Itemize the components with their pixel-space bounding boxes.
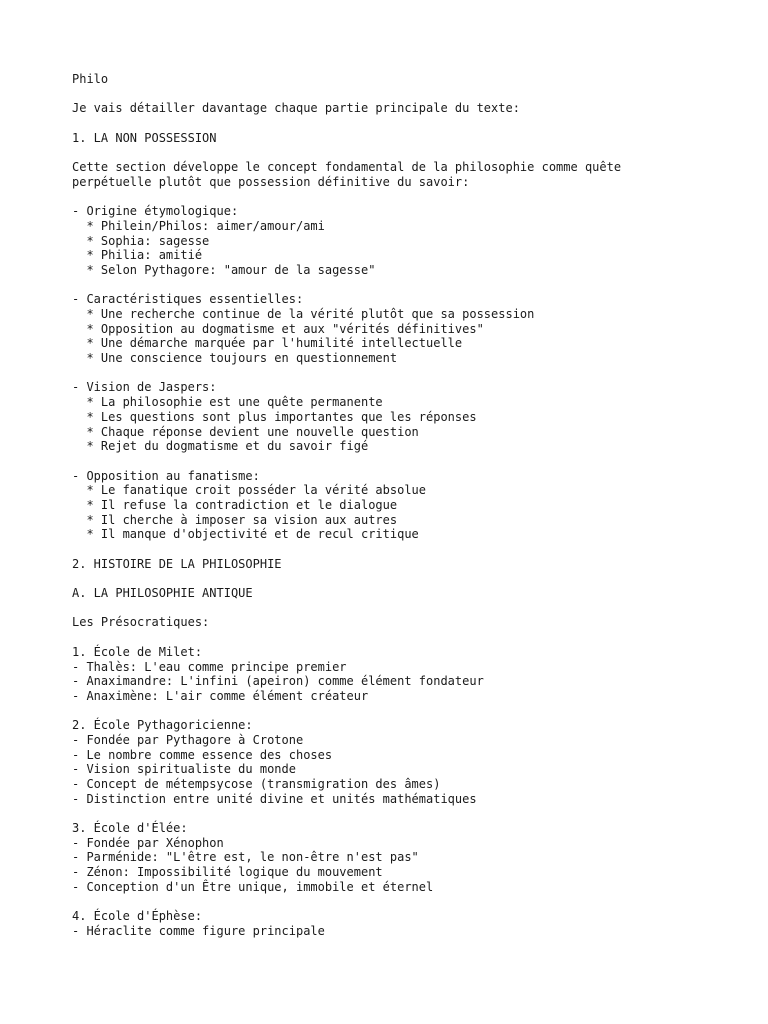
- text-line: * La philosophie est une quête permanente: [72, 395, 383, 410]
- text-line: - Zénon: Impossibilité logique du mouvement: [72, 865, 383, 880]
- text-line: [72, 630, 748, 645]
- text-line: - Anaximène: L'air comme élément créateur: [72, 688, 369, 703]
- text-line: * Philia: amitié: [72, 248, 203, 263]
- text-line: * Sophia: sagesse: [72, 233, 210, 248]
- text-line: * Il cherche à imposer sa vision aux autres: [72, 512, 398, 527]
- text-line: - Anaximandre: L'infini (apeiron) comme élément fondateur: [72, 674, 484, 689]
- text-line: * Une recherche continue de la vérité plutôt que sa possession: [72, 307, 535, 321]
- text-line: - Caractéristiques essentielles:: [72, 292, 304, 307]
- text-line: [72, 601, 748, 616]
- text-line: A. LA PHILOSOPHIE ANTIQUE: [72, 586, 253, 601]
- text-line: * Les questions sont plus importantes que les réponses: [72, 409, 477, 424]
- text-line: - Distinction entre unité divine et unités mathématiques: [72, 791, 477, 806]
- text-line: - Thalès: L'eau comme principe premier: [72, 659, 347, 674]
- text-line: - Vision spiritualiste du monde: [72, 762, 296, 777]
- text-line: * Le fanatique croit posséder la vérité absolue: [72, 483, 427, 498]
- text-line: - Opposition au fanatisme:: [72, 468, 260, 483]
- text-line: Je vais détailler davantage chaque partie principale du texte:: [72, 101, 520, 116]
- text-line: [72, 278, 748, 293]
- text-line: [72, 454, 748, 469]
- text-line: * Une démarche marquée par l'humilité intellectuelle: [72, 336, 463, 351]
- text-line: [72, 571, 748, 586]
- text-line: - Héraclite comme figure principale: [72, 923, 325, 938]
- text-line: [72, 542, 748, 557]
- text-line: - Le nombre comme essence des choses: [72, 747, 333, 762]
- text-line: [72, 895, 748, 910]
- text-line: * Rejet du dogmatisme et du savoir figé: [72, 439, 369, 454]
- text-line: [72, 806, 748, 821]
- text-line: - Parménide: "L'être est, le non-être n'est pas": [72, 850, 419, 865]
- text-line: - Vision de Jaspers:: [72, 380, 217, 395]
- text-line: 1. LA NON POSSESSION: [72, 130, 217, 145]
- text-line: [72, 366, 748, 381]
- text-line: 2. École Pythagoricienne:: [72, 718, 253, 733]
- text-line: * Chaque réponse devient une nouvelle question: [72, 424, 419, 439]
- document-body: [72, 72, 748, 939]
- text-line: 2. HISTOIRE DE LA PHILOSOPHIE: [72, 556, 282, 571]
- text-line: * Il refuse la contradiction et le dialogue: [72, 497, 398, 512]
- text-line: Cette section développe le concept fondamental de la philosophie comme quête: [72, 160, 622, 175]
- text-line: - Fondée par Xénophon: [72, 835, 224, 850]
- text-line: 1. École de Milet:: [72, 644, 203, 659]
- text-line: perpétuelle plutôt que possession définitive du savoir:: [72, 174, 470, 189]
- text-line: [72, 116, 748, 131]
- text-line: * Il manque d'objectivité et de recul critique: [72, 527, 419, 542]
- text-line: * Une conscience toujours en questionnement: [72, 351, 398, 366]
- text-line: * Opposition au dogmatisme et aux "vérités définitives": [72, 321, 484, 336]
- text-line: * Philein/Philos: aimer/amour/ami: [72, 218, 325, 233]
- text-line: [72, 145, 748, 160]
- text-line: - Concept de métempsycose (transmigration des âmes): [72, 777, 441, 791]
- text-line: - Fondée par Pythagore à Crotone: [72, 732, 304, 747]
- text-line: Philo: [72, 72, 109, 86]
- text-line: [72, 87, 748, 102]
- text-line: Les Présocratiques:: [72, 615, 210, 630]
- text-line: * Selon Pythagore: "amour de la sagesse": [72, 262, 376, 277]
- text-line: - Conception d'un Être unique, immobile et éternel: [72, 879, 434, 894]
- text-line: - Origine étymologique:: [72, 204, 239, 219]
- text-line: 3. École d'Élée:: [72, 821, 188, 836]
- text-line: 4. École d'Éphèse:: [72, 909, 203, 924]
- text-line: [72, 190, 748, 205]
- text-line: [72, 704, 748, 719]
